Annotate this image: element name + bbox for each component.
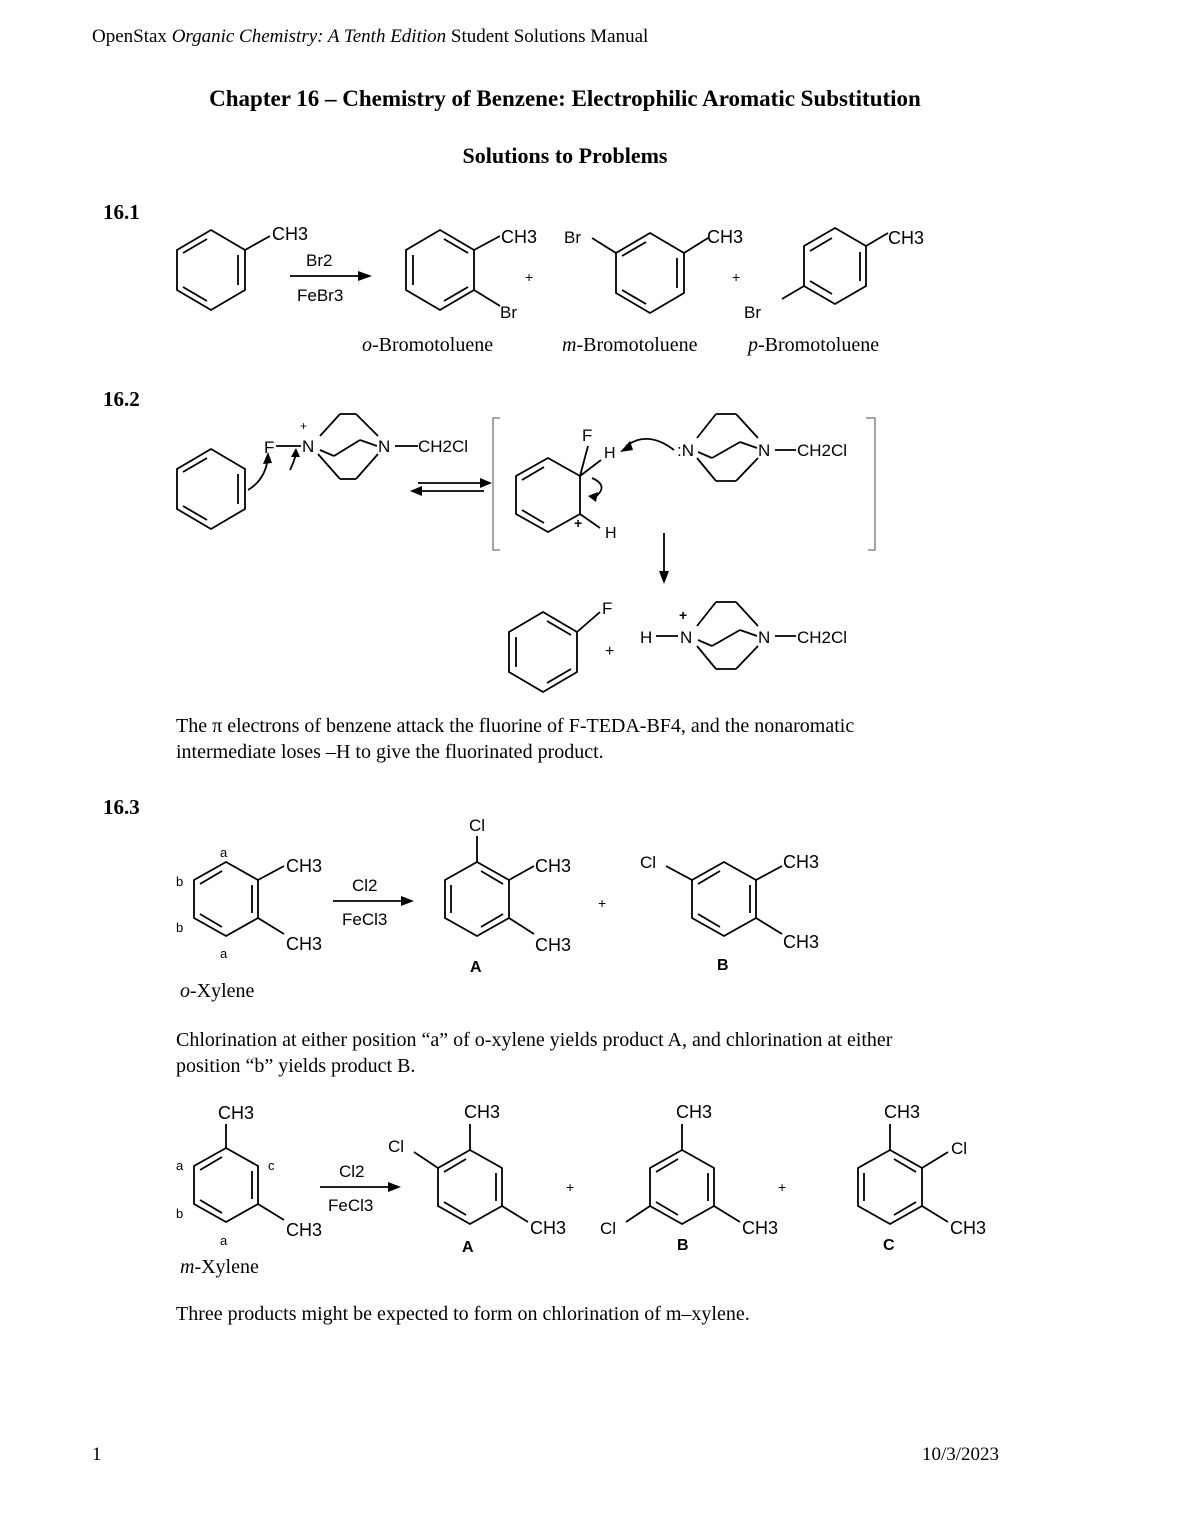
m-product-c-ch3: CH3 [884,1102,921,1122]
footer-date: 10/3/2023 [922,1444,1000,1465]
m-xylene-structure [176,1103,322,1248]
protonated-h: H [640,628,653,647]
m-product-c-label: C [883,1237,895,1254]
protonated-n1: N [680,628,693,647]
teda-ch2cl: CH2Cl [797,441,848,460]
toluene-ch3: CH3 [272,224,309,244]
o-xylene-pos-b-bottom: b [176,920,184,935]
problem-number-16-3: 16.3 [103,795,140,819]
f-teda-plus: + [300,419,308,433]
m-product-c-structure [858,1102,986,1254]
wheland-h-top: H [604,445,616,462]
o-bromotoluene-name: o-Bromotoluene [362,334,494,356]
m-product-b-ch3-bottom: CH3 [742,1218,779,1238]
plus-16-1-a: + [525,269,534,285]
o-xylene-pos-a-top: a [220,845,228,860]
m-br: Br [564,228,581,247]
page-number: 1 [92,1444,102,1465]
f-teda-ch2cl: CH2Cl [418,437,469,456]
header-prefix: OpenStax [92,26,172,47]
m-product-b-cl: Cl [600,1219,617,1238]
wheland-plus: + [574,515,583,531]
o-xylene-ch3-bottom: CH3 [286,934,323,954]
reagent-fecl3-b: FeCl3 [328,1196,374,1215]
protonated-ch2cl: CH2Cl [797,628,848,647]
header-suffix: Student Solutions Manual [446,26,649,47]
m-product-a-cl: Cl [388,1137,405,1156]
wheland-f: F [582,426,593,445]
o-xylene-ch3-top: CH3 [286,856,323,876]
problem-number-16-1: 16.1 [103,200,140,224]
o-ch3: CH3 [501,227,538,247]
m-xylene-pos-c: c [268,1158,275,1173]
reagent-cl2-a: Cl2 [352,876,378,895]
o-product-a-ch3-bottom: CH3 [535,935,572,955]
protonated-n2: N [758,628,771,647]
m-xylene-ch3-top: CH3 [218,1103,255,1123]
o-product-b-ch3-top: CH3 [783,852,820,872]
o-xylene-pos-a-bottom: a [220,946,228,961]
m-xylene-ch3-bottom: CH3 [286,1220,323,1240]
p-ch3: CH3 [888,228,925,248]
section-subtitle: Solutions to Problems [462,143,668,168]
m-product-a-label: A [462,1239,474,1256]
m-product-a-ch3: CH3 [464,1102,501,1122]
f-teda-n1: N [302,437,315,456]
explanation-16-2-line2: intermediate loses –H to give the fluorinated product. [176,741,604,763]
plus-16-3-b: + [566,1179,575,1195]
explanation-16-3-part2: Three products might be expected to form on chlorination of m–xylene. [176,1303,750,1325]
plus-16-1-b: + [732,269,741,285]
m-ch3: CH3 [707,227,744,247]
o-product-a-ch3-top: CH3 [535,856,572,876]
m-product-a-ch3-bottom: CH3 [530,1218,567,1238]
m-product-a-structure [388,1102,566,1256]
o-xylene-pos-b-top: b [176,874,184,889]
explanation-16-3-line2: position “b” yields product B. [176,1055,416,1077]
m-product-b-structure [600,1102,778,1254]
reagent-fecl3-a: FeCl3 [342,910,388,929]
fluorobenzene-f: F [602,599,613,618]
o-product-a-label: A [470,959,482,976]
m-xylene-pos-a-bottom: a [220,1233,228,1248]
plus-16-3-c: + [778,1179,787,1195]
f-teda-n2: N [378,437,391,456]
m-product-c-cl: Cl [951,1139,968,1158]
m-bromotoluene-name: m-Bromotoluene [562,334,698,356]
chapter-title: Chapter 16 – Chemistry of Benzene: Electrophilic Aromatic Substitution [209,86,921,111]
f-teda-f: F [264,438,275,457]
reagent-febr3: FeBr3 [297,286,344,305]
o-product-a-cl: Cl [469,816,486,835]
o-br: Br [500,303,517,322]
o-product-b-label: B [717,957,729,974]
m-xylene-pos-a-top: a [176,1158,184,1173]
teda-n2: N [758,441,771,460]
problem-number-16-2: 16.2 [103,387,140,411]
reagent-br2: Br2 [306,251,333,270]
explanation-16-3-line1: Chlorination at either position “a” of o-xylene yields product A, and chlorination at either [176,1029,893,1051]
o-product-b-cl: Cl [640,853,657,872]
protonated-plus: + [679,607,688,623]
m-xylene-name: m-Xylene [180,1256,259,1278]
m-product-b-label: B [677,1237,689,1254]
teda-n-colon: :N [677,441,694,460]
o-product-b-ch3-bottom: CH3 [783,932,820,952]
p-bromotoluene-name: p-Bromotoluene [748,334,880,356]
header-book-title: Organic Chemistry: A Tenth Edition [171,26,447,47]
m-xylene-pos-b: b [176,1206,184,1221]
p-br: Br [744,303,761,322]
explanation-16-2-line1: The π electrons of benzene attack the fluorine of F-TEDA-BF4, and the nonaromatic [176,715,855,737]
plus-16-2: + [605,643,615,660]
m-product-c-ch3-bottom: CH3 [950,1218,987,1238]
reagent-cl2-b: Cl2 [339,1162,365,1181]
reaction-arrow-16-3-b [320,1162,401,1215]
o-xylene-name: o-Xylene [180,980,255,1002]
wheland-h-bottom: H [605,525,617,542]
plus-16-3-a: + [598,895,607,911]
m-product-b-ch3: CH3 [676,1102,713,1122]
